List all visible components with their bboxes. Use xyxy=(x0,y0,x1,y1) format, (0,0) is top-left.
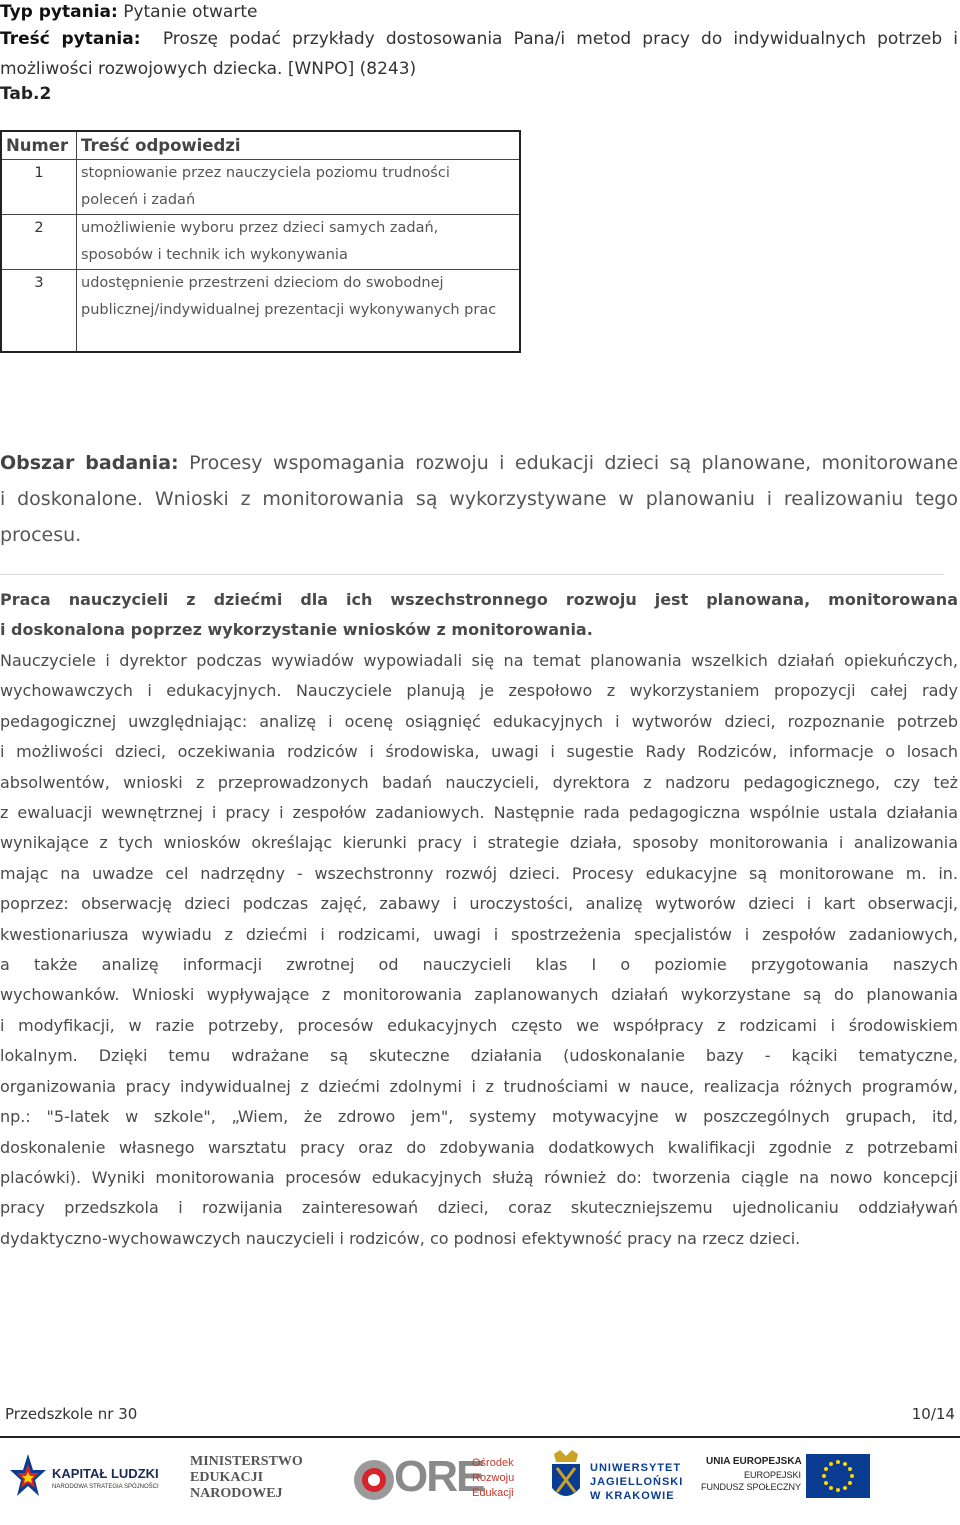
table-caption: Tab.2 xyxy=(0,84,52,104)
uj-line1: UNIWERSYTET xyxy=(590,1462,682,1474)
body-line: np.: "5-latek w szkole", „Wiem, że zdrowo jem", systemy motywacyjne w poszczególnych grupach, itd, xyxy=(0,1107,958,1127)
body-line: organizowania pracy indywidualnej z dziećmi zdolnymi i z trudnościami w nauce, realizacja różnych programów, xyxy=(0,1076,958,1096)
research-area-line3: procesu. xyxy=(0,524,82,546)
body-line: kwestionariusza wywiadu z dziećmi i rodzicami, uwagi i spostrzeżenia specjalistów i zespołów zadaniowych, xyxy=(0,924,958,944)
row-number: 2 xyxy=(1,215,77,270)
table-row xyxy=(1,160,520,215)
row-answer xyxy=(77,160,521,215)
header-number: Numer xyxy=(1,131,77,160)
eu-line1: UNIA EUROPEJSKA xyxy=(706,1456,802,1467)
question-type-label: Typ pytania: xyxy=(0,2,118,22)
footer-school: Przedszkole nr 30 xyxy=(5,1405,138,1423)
body-line: mając na uwadze cel nadrzędny - wszechstronny rozwój dzieci. Procesy edukacyjne są monitorowane m. in. xyxy=(0,863,958,883)
question-content-line1: Proszę podać przykłady dostosowania Pana/i metod pracy do indywidualnych potrzeb i xyxy=(162,29,958,49)
question-type-value: Pytanie otwarte xyxy=(123,2,258,22)
body-line: a także analizę informacji zwrotnej od nauczycieli klas I o poziomie przygotowania naszych xyxy=(0,955,958,975)
header-answer: Treść odpowiedzi xyxy=(77,131,521,160)
body-line: pracy przedszkola i rozwijania zainteresowań dzieci, coraz skuteczniejszemu ujednolicaniu oddziaływań xyxy=(0,1198,958,1218)
row-answer xyxy=(77,270,521,352)
question-content xyxy=(0,24,958,54)
body-paragraph xyxy=(0,646,958,1254)
row-answer-line: umożliwienie wyboru przez dzieci samych zadań, xyxy=(81,220,439,236)
body-line: z ewaluacji wewnętrznej i pracy i zespołów zadaniowych. Następnie rada pedagogiczna wspólnie ustala działania xyxy=(0,803,958,823)
body-line: absolwentów, wnioski z przeprowadzonych badań nauczycieli, dyrektora z nadzoru pedagogicznego, czy też xyxy=(0,772,958,792)
men-line1: MINISTERSTWO xyxy=(190,1454,303,1469)
eu-flag-icon xyxy=(806,1454,870,1498)
body-line: i możliwości dzieci, oczekiwania rodziców i środowiska, uwagi i sugestie Rady Rodziców, informacje o losach xyxy=(0,742,958,762)
men-line2: EDUKACJI xyxy=(190,1470,264,1485)
row-number: 3 xyxy=(1,270,77,352)
row-answer-line: stopniowanie przez nauczyciela poziomu trudności xyxy=(81,165,450,181)
row-answer-line: udostępnienie przestrzeni dzieciom do swobodnej xyxy=(81,275,444,291)
question-content-label: Treść pytania: xyxy=(0,29,141,49)
lead-line1: Praca nauczycieli z dziećmi dla ich wszechstronnego rozwoju jest planowana, monitorowana xyxy=(0,590,958,609)
body-line: wychowanków. Wnioski wypływające z monitorowania zaplanowanych działań wykorzystane są do planowania xyxy=(0,985,958,1005)
uj-logo xyxy=(548,1448,688,1512)
uj-crest-icon xyxy=(548,1448,584,1508)
research-area-text: Procesy wspomagania rozwoju i edukacji dzieci są planowane, monitorowane xyxy=(189,452,959,474)
table-header-row xyxy=(1,131,520,160)
ore-circle-icon xyxy=(352,1458,396,1502)
eu-line3: FUNDUSZ SPOŁECZNY xyxy=(700,1482,801,1492)
question-type xyxy=(0,0,257,27)
research-area-line1 xyxy=(0,445,958,481)
question-content-line2: możliwości rozwojowych dziecka. [WNPO] (8243) xyxy=(0,59,417,79)
ore-line1: Ośrodek xyxy=(472,1457,514,1469)
kapital-ludzki-title: KAPITAŁ LUDZKI xyxy=(52,1466,159,1481)
body-line: lokalnym. Dzięki temu wdrażane są skuteczne działania (udoskonalanie bazy - kąciki tematyczne, xyxy=(0,1046,958,1066)
body-line: Nauczyciele i dyrektor podczas wywiadów wypowiadali się na temat planowania wszelkich działań opiekuńczych, xyxy=(0,651,958,670)
kapital-ludzki-star-icon xyxy=(8,1452,48,1508)
footer-rule xyxy=(0,1436,960,1438)
row-answer xyxy=(77,215,521,270)
ore-mark: ORE xyxy=(394,1452,484,1501)
body-line: dydaktyczno-wychowawczych nauczycieli i rodziców, co podnosi efektywność pracy na rzecz dzieci. xyxy=(0,1228,801,1248)
kapital-ludzki-logo xyxy=(8,1448,168,1512)
kapital-ludzki-subtitle: NARODOWA STRATEGIA SPÓJNOŚCI xyxy=(52,1484,159,1490)
uj-line2: JAGIELLOŃSKI xyxy=(590,1476,684,1488)
eu-logo xyxy=(700,1448,871,1512)
section-divider xyxy=(0,574,944,575)
footer-page-number: 10/14 xyxy=(911,1405,955,1423)
uj-line3: W KRAKOWIE xyxy=(590,1490,675,1502)
lead-line2: i doskonalona poprzez wykorzystanie wniosków z monitorowania. xyxy=(0,620,593,639)
research-area-label: Obszar badania: xyxy=(0,452,179,474)
row-answer-line: poleceń i zadań xyxy=(81,192,196,208)
men-line3: NARODOWEJ xyxy=(190,1486,283,1501)
answers-table xyxy=(0,130,521,353)
row-answer-line: sposobów i technik ich wykonywania xyxy=(81,247,348,263)
row-answer-line: publicznej/indywidualnej prezentacji wykonywanych prac xyxy=(81,302,497,318)
body-line: doskonalenie własnego warsztatu pracy oraz do zdobywania dodatkowych kwalifikacji zgodnie z potrzebami xyxy=(0,1137,958,1157)
ore-logo xyxy=(350,1448,525,1512)
row-number: 1 xyxy=(1,160,77,215)
body-line: pedagogicznej uwzględniając: analizę i ocenę osiągnięć edukacyjnych i wytworów dzieci, rozpoznanie potrzeb xyxy=(0,711,958,731)
body-line: poprzez: obserwację dzieci podczas zajęć, zabawy i uroczystości, analizę wytworów dzieci i kart obserwacji, xyxy=(0,894,958,914)
body-line: wynikające z tych wniosków określając kierunki pracy i strategie działa, sposoby monitorowania i analizowania xyxy=(0,833,958,853)
table-row xyxy=(1,215,520,270)
body-line: placówki). Wyniki monitorowania procesów edukacyjnych służą również do: tworzenia ciągle na nowo koncepcji xyxy=(0,1167,958,1187)
ore-line2: Rozwoju xyxy=(472,1472,515,1484)
body-line: wychowawczych i edukacyjnych. Nauczyciele planują je zespołowo z wykorzystaniem propozycji całej rady xyxy=(0,681,958,701)
ore-line3: Edukacji xyxy=(472,1487,514,1499)
research-area-line2: i doskonalone. Wnioski z monitorowania są wykorzystywane w planowaniu i realizowaniu tego xyxy=(0,488,958,510)
body-line: i modyfikacji, w razie potrzeby, procesów edukacyjnych często we współpracy z rodzicami i środowiskiem xyxy=(0,1015,958,1035)
table-row xyxy=(1,270,520,352)
men-logo xyxy=(190,1448,320,1512)
eu-line2: EUROPEJSKI xyxy=(743,1470,801,1480)
